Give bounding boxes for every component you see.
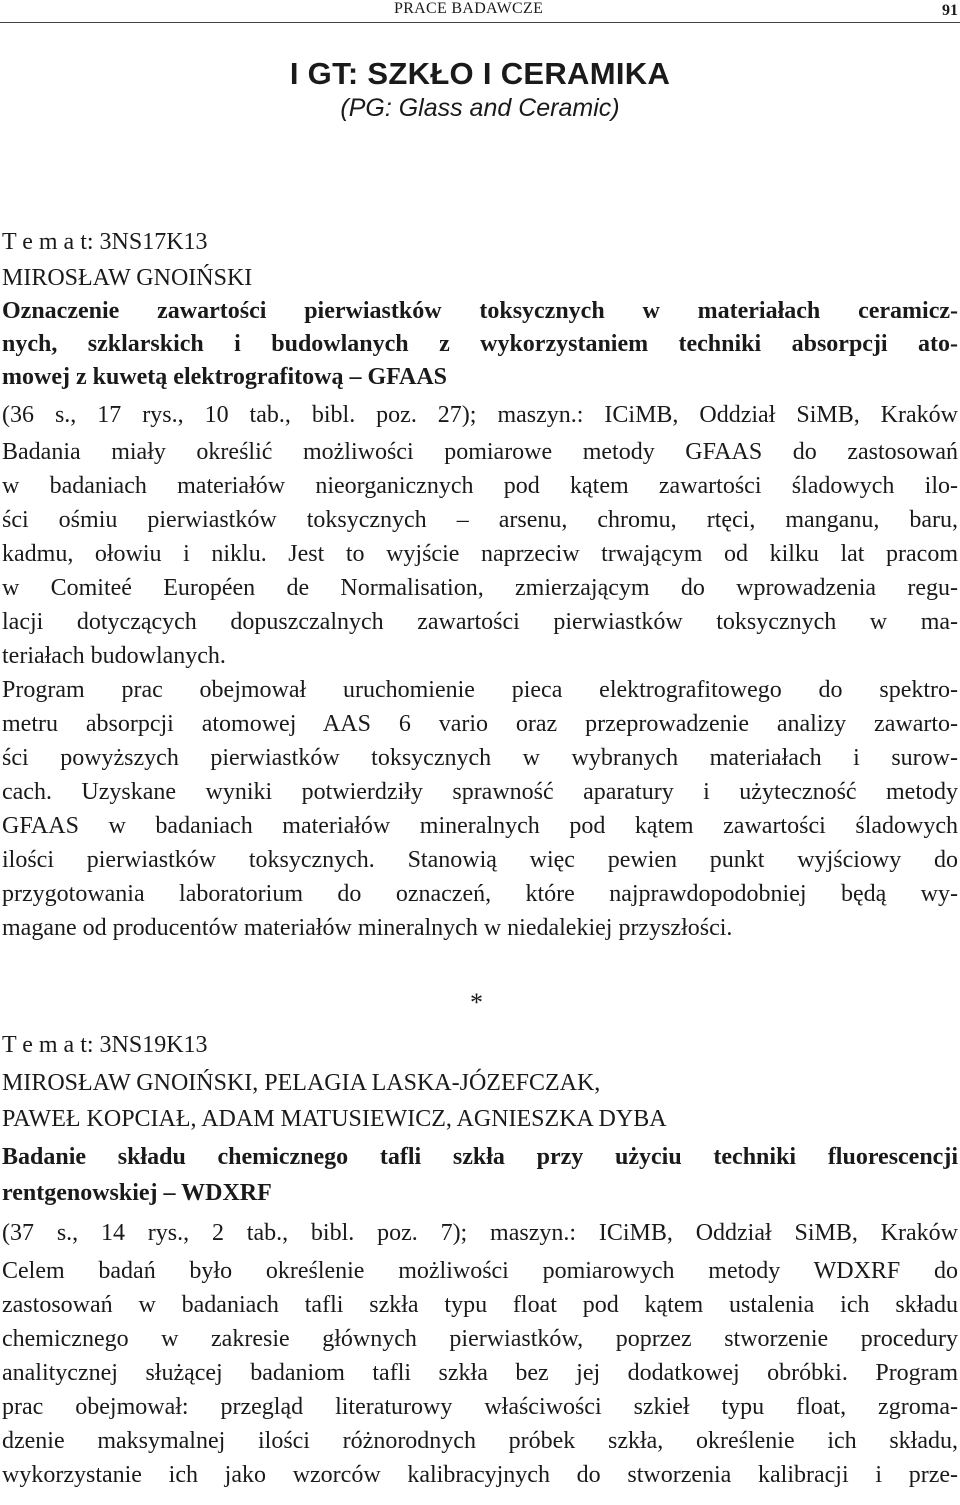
body-line: wykorzystanie ich jako wzorców kalibracyjnych do stworzenia kalibracji i prze- — [2, 1462, 958, 1488]
title-line: Oznaczenie zawartości pierwiastków toksycznych w materiałach ceramicz- — [2, 298, 958, 324]
body-line: ści powyższych pierwiastków toksycznych w wybranych materiałach i surow- — [2, 745, 958, 771]
title-line: nych, szklarskich i budowlanych z wykorzystaniem techniki absorpcji ato- — [2, 331, 958, 357]
body-line: dzenie maksymalnej ilości różnorodnych próbek szkła, określenie ich składu, — [2, 1428, 958, 1454]
body-line: cach. Uzyskane wyniki potwierdziły sprawność aparatury i użyteczność metody — [2, 779, 958, 805]
entry-2 — [2, 1030, 958, 1494]
body-line: chemicznego w zakresie głównych pierwiastków, poprzez stworzenie procedury — [2, 1326, 958, 1352]
running-header — [0, 0, 960, 22]
abstract — [2, 1256, 958, 1494]
body-line: kadmu, ołowiu i niklu. Jest to wyjście naprzeciw trwającym od kilku lat pracom — [2, 541, 958, 567]
topic-code: T e m a t: 3NS17K13 — [2, 229, 208, 255]
body-line: Celem badań było określenie możliwości pomiarowych metody WDXRF do — [2, 1258, 958, 1284]
body-line: ści ośmiu pierwiastków toksycznych – arsenu, chromu, rtęci, manganu, baru, — [2, 507, 958, 533]
body-line: teriałach budowlanych. — [2, 643, 226, 669]
body-line: zastosowań w badaniach tafli szkła typu float pod kątem ustalenia ich składu — [2, 1292, 958, 1318]
body-line: lacji dotyczących dopuszczalnych zawartości pierwiastków toksycznych w ma- — [2, 609, 958, 635]
title-line: mowej z kuwetą elektrografitową – GFAAS — [2, 364, 448, 390]
title-line: rentgenowskiej – WDXRF — [2, 1180, 272, 1206]
body-line: magane od producentów materiałów mineralnych w niedalekiej przyszłości. — [2, 915, 733, 941]
body-line: ilości pierwiastków toksycznych. Stanowią więc pewien punkt wyjściowy do — [2, 847, 958, 873]
bibliographic-meta: (36 s., 17 rys., 10 tab., bibl. poz. 27); maszyn.: ICiMB, Oddział SiMB, Kraków — [2, 402, 958, 428]
bibliographic-meta: (37 s., 14 rys., 2 tab., bibl. poz. 7); maszyn.: ICiMB, Oddział SiMB, Kraków — [2, 1220, 958, 1246]
author-line: PAWEŁ KOPCIAŁ, ADAM MATUSIEWICZ, AGNIESZKA DYBA — [2, 1106, 667, 1132]
header-rule — [0, 22, 960, 23]
body-line: GFAAS w badaniach materiałów mineralnych pod kątem zawartości śladowych — [2, 813, 958, 839]
body-line: w Comiteé Européen de Normalisation, zmierzającym do wprowadzenia regu- — [2, 575, 958, 601]
author-line: MIROSŁAW GNOIŃSKI, PELAGIA LASKA-JÓZEFCZAK, — [2, 1070, 601, 1096]
body-line: przygotowania laboratorium do oznaczeń, które najprawdopodobniej będą wy- — [2, 881, 958, 907]
entry-separator: * — [470, 988, 483, 1017]
body-line: prac obejmował: przegląd literaturowy właściwości szkieł typu float, zgroma- — [2, 1394, 958, 1420]
chapter-title: I GT: SZKŁO I CERAMIKA — [289, 56, 671, 91]
section-name: PRACE BADAWCZE — [394, 0, 544, 17]
topic-code: T e m a t: 3NS19K13 — [2, 1032, 208, 1058]
author-line: MIROSŁAW GNOIŃSKI — [2, 265, 253, 291]
page-number: 91 — [942, 2, 958, 19]
chapter-subtitle: (PG: Glass and Ceramic) — [340, 94, 620, 122]
entry-1 — [2, 227, 958, 947]
body-line: Badania miały określić możliwości pomiarowe metody GFAAS do zastosowań — [2, 439, 958, 465]
entry-title — [2, 296, 958, 392]
body-line: analitycznej służącej badaniom tafli szkła bez jej dodatkowej obróbki. Program — [2, 1360, 958, 1386]
body-line: metru absorpcji atomowej AAS 6 vario oraz przeprowadzenie analizy zawarto- — [2, 711, 958, 737]
title-line: Badanie składu chemicznego tafli szkła przy użyciu techniki fluorescencji — [2, 1144, 958, 1170]
abstract — [2, 437, 958, 947]
body-line: w badaniach materiałów nieorganicznych pod kątem zawartości śladowych ilo- — [2, 473, 958, 499]
entry-title — [2, 1142, 958, 1208]
body-line: Program prac obejmował uruchomienie pieca elektrografitowego do spektro- — [2, 677, 958, 703]
